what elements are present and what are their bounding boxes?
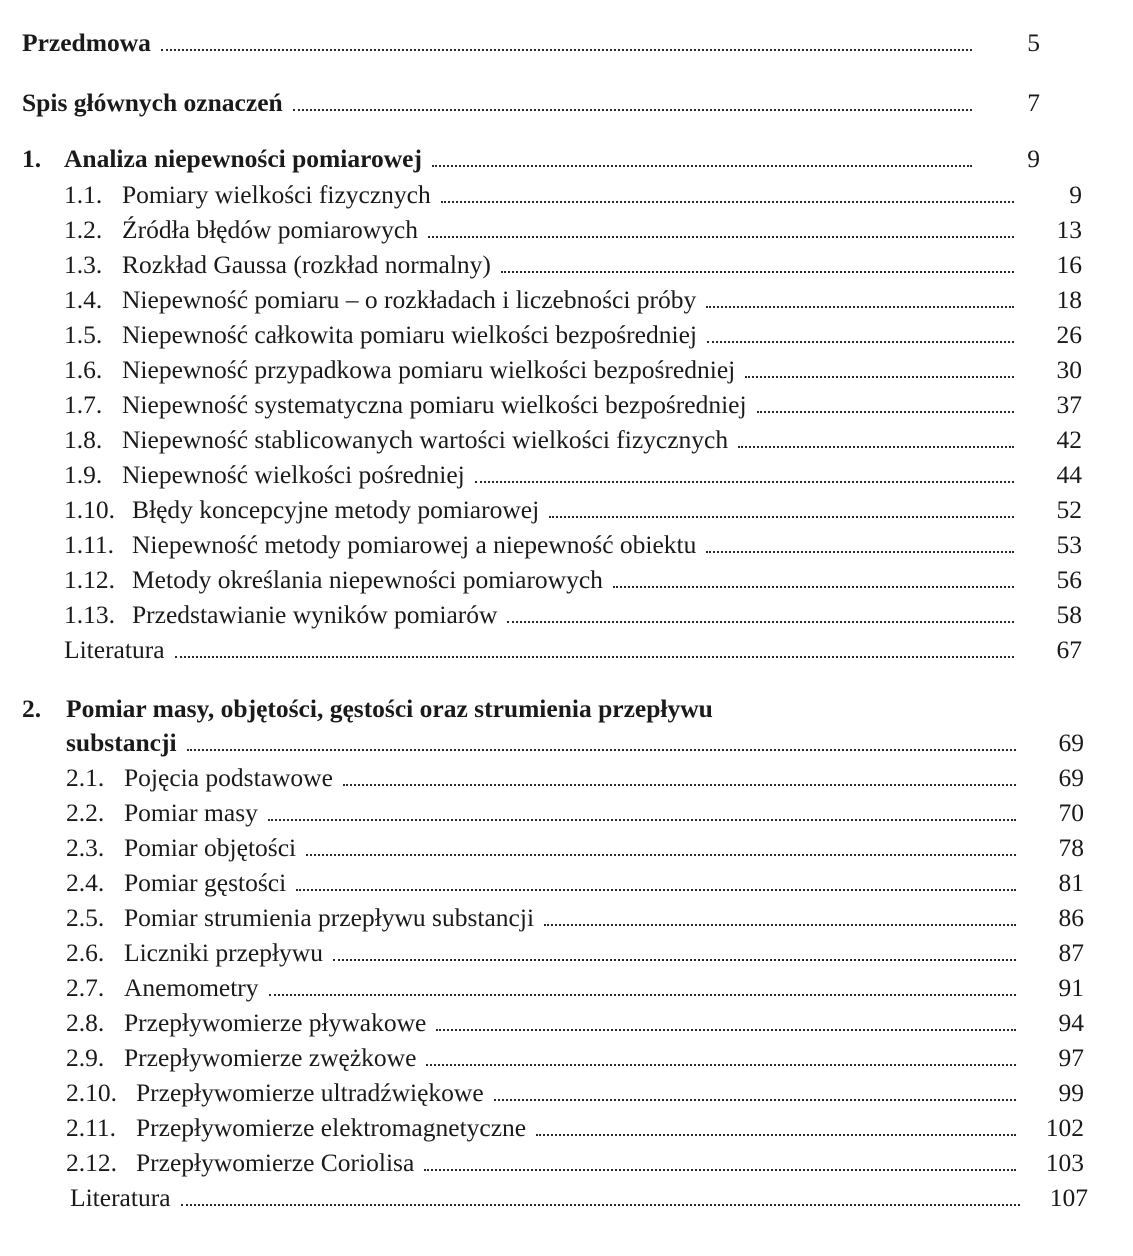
toc-entry-preface[interactable] — [0, 22, 1085, 58]
toc-entry-page: 70 — [1058, 798, 1084, 827]
toc-entry-page: 52 — [1056, 495, 1082, 524]
dot-leader — [613, 586, 1014, 588]
toc-entry-title: Spis głównych oznaczeń — [22, 88, 283, 117]
toc-entry-page: 42 — [1056, 425, 1082, 454]
toc-section-2-1[interactable] — [0, 757, 1129, 793]
toc-entry-number: 1.10. — [64, 495, 115, 524]
toc-entry-number: 2.2. — [66, 798, 105, 827]
dot-leader — [187, 749, 1016, 751]
toc-entry-number: 1.8. — [64, 425, 103, 454]
toc-entry-number: 1. — [22, 144, 42, 173]
toc-entry-number: 1.13. — [64, 600, 115, 629]
dot-leader — [436, 1029, 1016, 1031]
dot-leader — [507, 621, 1014, 623]
toc-entry-number: 2.4. — [66, 868, 105, 897]
toc-entry-number: 1.5. — [64, 320, 103, 349]
dot-leader — [296, 889, 1016, 891]
toc-entry-page: 69 — [1058, 728, 1084, 757]
toc-section-1-12[interactable] — [0, 559, 1127, 595]
toc-entry-title: Pojęcia podstawowe — [124, 763, 333, 792]
toc-entry-page: 56 — [1056, 565, 1082, 594]
toc-entry-title: Przepływomierze Coriolisa — [136, 1148, 415, 1177]
toc-entry-page: 9 — [1027, 144, 1040, 173]
toc-entry-page: 53 — [1056, 530, 1082, 559]
toc-entry-title: Literatura — [64, 635, 165, 664]
toc-entry-title: Pomiar gęstości — [124, 868, 287, 897]
toc-entry-page: 78 — [1058, 833, 1084, 862]
toc-entry-title: Przepływomierze pływakowe — [124, 1008, 427, 1037]
dot-leader — [333, 959, 1016, 961]
toc-entry-title: Anemometry — [124, 973, 259, 1002]
toc-section-2-12[interactable] — [0, 1142, 1129, 1178]
toc-section-2-8[interactable] — [0, 1002, 1129, 1038]
toc-entry-page: 16 — [1056, 250, 1082, 279]
toc-section-1-2[interactable] — [0, 209, 1127, 245]
toc-entry-title: Niepewność całkowita pomiaru wielkości bezpośredniej — [122, 320, 697, 349]
toc-entry-number: 1.11. — [64, 530, 115, 559]
toc-entry-title: Przedstawianie wyników pomiarów — [132, 600, 498, 629]
toc-entry-number: 1.9. — [64, 460, 103, 489]
toc-entry-page: 44 — [1056, 460, 1082, 489]
toc-entry-number: 2. — [22, 694, 42, 723]
toc-entry-title: Źródła błędów pomiarowych — [122, 215, 419, 244]
toc-entry-number: 1.12. — [64, 565, 115, 594]
toc-entry-title: Niepewność pomiaru – o rozkładach i liczebności próby — [122, 285, 697, 314]
toc-entry-title: Pomiar strumienia przepływu substancji — [124, 903, 535, 932]
toc-entry-number: 1.6. — [64, 355, 103, 384]
toc-entry-title: Pomiary wielkości fizycznych — [122, 180, 431, 209]
toc-entry-title: Przepływomierze zwężkowe — [124, 1043, 417, 1072]
toc-section-1-11[interactable] — [0, 524, 1127, 560]
toc-entry-title: Niepewność systematyczna pomiaru wielkości bezpośredniej — [122, 390, 747, 419]
toc-entry-title: Liczniki przepływu — [124, 938, 323, 967]
toc-entry-page: 13 — [1056, 215, 1082, 244]
dot-leader — [424, 1169, 1016, 1171]
toc-entry-number: 2.1. — [66, 763, 105, 792]
toc-entry-title: Metody określania niepewności pomiarowych — [132, 565, 603, 594]
dot-leader — [432, 165, 972, 167]
toc-entry-page: 103 — [1045, 1148, 1084, 1177]
toc-section-2-6[interactable] — [0, 932, 1129, 968]
toc-section-1-8[interactable] — [0, 419, 1127, 455]
toc-entry-title: Pomiar masy — [124, 798, 258, 827]
toc-entry-page: 69 — [1058, 763, 1084, 792]
toc-section-2-3[interactable] — [0, 827, 1129, 863]
toc-entry-page: 91 — [1058, 973, 1084, 1002]
dot-leader — [706, 306, 1014, 308]
dot-leader — [343, 784, 1016, 786]
toc-section-1-5[interactable] — [0, 314, 1127, 350]
toc-entry-title-continuation: substancji — [66, 728, 177, 757]
dot-leader — [757, 411, 1014, 413]
toc-entry-number: 1.2. — [64, 215, 103, 244]
toc-section-1-13[interactable] — [0, 594, 1127, 630]
toc-section-1-3[interactable] — [0, 244, 1127, 280]
toc-section-2-5[interactable] — [0, 897, 1129, 933]
toc-chapter-1[interactable] — [0, 138, 1085, 174]
dot-leader — [426, 1064, 1016, 1066]
toc-entry-page: 9 — [1069, 180, 1082, 209]
toc-entry-number: 2.7. — [66, 973, 105, 1002]
dot-leader — [268, 819, 1016, 821]
dot-leader — [494, 1099, 1016, 1101]
toc-entry-title: Przedmowa — [22, 28, 151, 57]
toc-section-2-2[interactable] — [0, 792, 1129, 828]
toc-entry-page: 37 — [1056, 390, 1082, 419]
toc-entry-notation[interactable] — [0, 82, 1085, 118]
toc-section-1-7[interactable] — [0, 384, 1127, 420]
toc-section-2-10[interactable] — [0, 1072, 1129, 1108]
toc-entry-page: 18 — [1056, 285, 1082, 314]
dot-leader — [175, 656, 1014, 658]
dot-leader — [501, 271, 1014, 273]
dot-leader — [293, 109, 972, 111]
dot-leader — [181, 1204, 1020, 1206]
toc-section-1-6[interactable] — [0, 349, 1127, 385]
toc-entry-page: 97 — [1058, 1043, 1084, 1072]
toc-entry-number: 2.8. — [66, 1008, 105, 1037]
toc-entry-title: Analiza niepewności pomiarowej — [64, 144, 422, 173]
toc-entry-title: Przepływomierze ultradźwiękowe — [136, 1078, 484, 1107]
dot-leader — [269, 994, 1016, 996]
toc-entry-page: 58 — [1056, 600, 1082, 629]
dot-leader — [428, 236, 1014, 238]
toc-entry-number: 1.1. — [64, 180, 103, 209]
toc-entry-number: 1.3. — [64, 250, 103, 279]
toc-entry-title: Niepewność przypadkowa pomiaru wielkości bezpośredniej — [122, 355, 736, 384]
toc-entry-page: 5 — [1027, 28, 1040, 57]
dot-leader — [475, 481, 1014, 483]
toc-section-1-1[interactable] — [0, 174, 1127, 210]
toc-entry-number: 2.5. — [66, 903, 105, 932]
toc-entry-page: 94 — [1058, 1008, 1084, 1037]
toc-chapter-2-line-1[interactable] — [0, 688, 1085, 724]
dot-leader — [161, 49, 972, 51]
toc-entry-number: 2.9. — [66, 1043, 105, 1072]
dot-leader — [306, 854, 1016, 856]
toc-section-2-7[interactable] — [0, 967, 1129, 1003]
toc-chapter-2-line-2[interactable] — [0, 722, 1129, 758]
dot-leader — [536, 1134, 1016, 1136]
dot-leader — [706, 551, 1014, 553]
toc-entry-page: 86 — [1058, 903, 1084, 932]
toc-entry-page: 99 — [1058, 1078, 1084, 1107]
toc-literature-2[interactable] — [0, 1177, 1133, 1213]
toc-entry-number: 2.10. — [66, 1078, 117, 1107]
toc-entry-number: 2.11. — [66, 1113, 117, 1142]
toc-entry-title: Przepływomierze elektromagnetyczne — [136, 1113, 527, 1142]
toc-entry-page: 107 — [1049, 1183, 1088, 1212]
toc-entry-number: 2.3. — [66, 833, 105, 862]
toc-entry-title: Niepewność wielkości pośredniej — [122, 460, 465, 489]
dot-leader — [544, 924, 1016, 926]
toc-section-1-4[interactable] — [0, 279, 1127, 315]
toc-section-2-9[interactable] — [0, 1037, 1129, 1073]
toc-section-2-4[interactable] — [0, 862, 1129, 898]
toc-section-2-11[interactable] — [0, 1107, 1129, 1143]
toc-literature-1[interactable] — [0, 629, 1127, 665]
toc-entry-number: 2.6. — [66, 938, 105, 967]
dot-leader — [549, 516, 1014, 518]
toc-entry-number: 1.7. — [64, 390, 103, 419]
toc-entry-page: 102 — [1045, 1113, 1084, 1142]
toc-section-1-10[interactable] — [0, 489, 1127, 525]
dot-leader — [441, 201, 1014, 203]
toc-entry-page: 30 — [1056, 355, 1082, 384]
toc-entry-page: 87 — [1058, 938, 1084, 967]
toc-entry-page: 26 — [1056, 320, 1082, 349]
toc-entry-title: Literatura — [70, 1183, 171, 1212]
toc-entry-page: 81 — [1058, 868, 1084, 897]
toc-entry-number: 1.4. — [64, 285, 103, 314]
toc-entry-title: Pomiar masy, objętości, gęstości oraz strumienia przepływu — [66, 694, 713, 723]
toc-entry-title: Błędy koncepcyjne metody pomiarowej — [132, 495, 540, 524]
toc-entry-title: Niepewność metody pomiarowej a niepewność obiektu — [132, 530, 697, 559]
toc-entry-page: 7 — [1027, 88, 1040, 117]
toc-entry-title: Niepewność stablicowanych wartości wielkości fizycznych — [122, 425, 729, 454]
toc-entry-page: 67 — [1056, 635, 1082, 664]
toc-entry-title: Pomiar objętości — [124, 833, 297, 862]
dot-leader — [707, 341, 1014, 343]
dot-leader — [738, 446, 1014, 448]
dot-leader — [745, 376, 1014, 378]
toc-entry-number: 2.12. — [66, 1148, 117, 1177]
toc-entry-title: Rozkład Gaussa (rozkład normalny) — [122, 250, 491, 279]
toc-section-1-9[interactable] — [0, 454, 1127, 490]
